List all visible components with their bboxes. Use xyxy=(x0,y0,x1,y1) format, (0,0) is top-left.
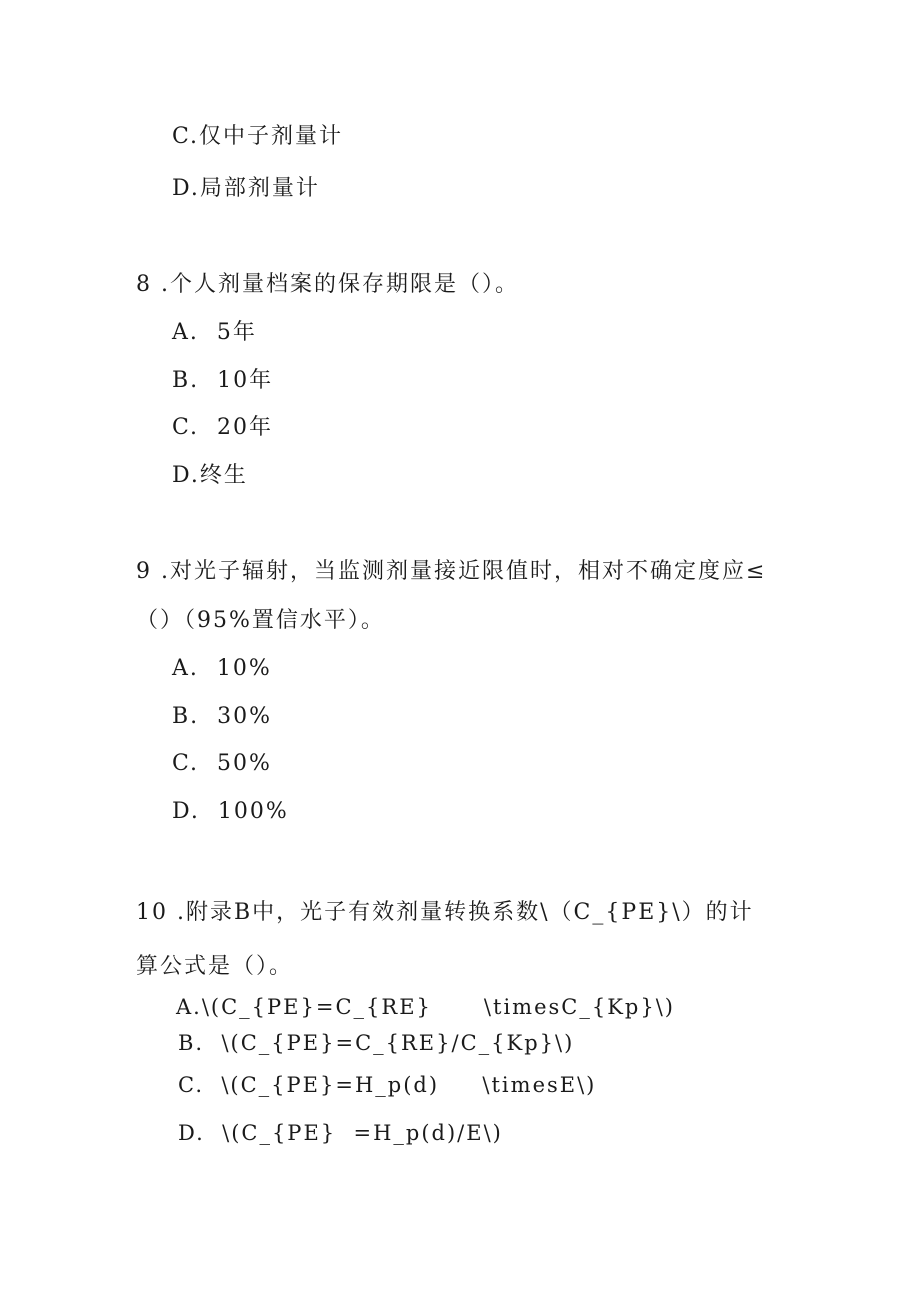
q9-option-c: C. 50% xyxy=(172,751,272,776)
q10-option-d: D. \(C_{PE} =H_p(d)/E\) xyxy=(178,1121,503,1145)
q8-option-c: C. 20年 xyxy=(172,415,274,440)
q9-stem-line2: （）（95%置信水平）。 xyxy=(136,608,385,633)
q10-option-b: B. \(C_{PE}=C_{RE}/C_{Kp}\) xyxy=(178,1031,575,1055)
q9-option-a: A. 10% xyxy=(172,656,272,681)
q8-option-a: A. 5年 xyxy=(172,320,257,345)
q8-option-d: D.终生 xyxy=(172,463,248,488)
q9-option-d: D. 100% xyxy=(172,799,289,824)
q9-stem-line1: 9 .对光子辐射，当监测剂量接近限值时，相对不确定度应≤ xyxy=(136,559,767,584)
q10-stem-line1: 10 .附录B中，光子有效剂量转换系数\（C_{PE}\）的计 xyxy=(136,900,754,925)
q10-option-a: A.\(C_{PE}=C_{RE} \timesC_{Kp}\) xyxy=(176,995,675,1019)
q8-stem: 8 .个人剂量档案的保存期限是（）。 xyxy=(136,272,519,297)
q7-option-d: D.局部剂量计 xyxy=(172,176,320,201)
q10-stem-line2: 算公式是（）。 xyxy=(136,954,294,979)
q8-option-b: B. 10年 xyxy=(172,368,274,393)
q9-option-b: B. 30% xyxy=(172,704,273,729)
q10-option-c: C. \(C_{PE}=H_p(d) \timesE\) xyxy=(178,1073,597,1097)
q7-option-c: C.仅中子剂量计 xyxy=(172,124,344,149)
